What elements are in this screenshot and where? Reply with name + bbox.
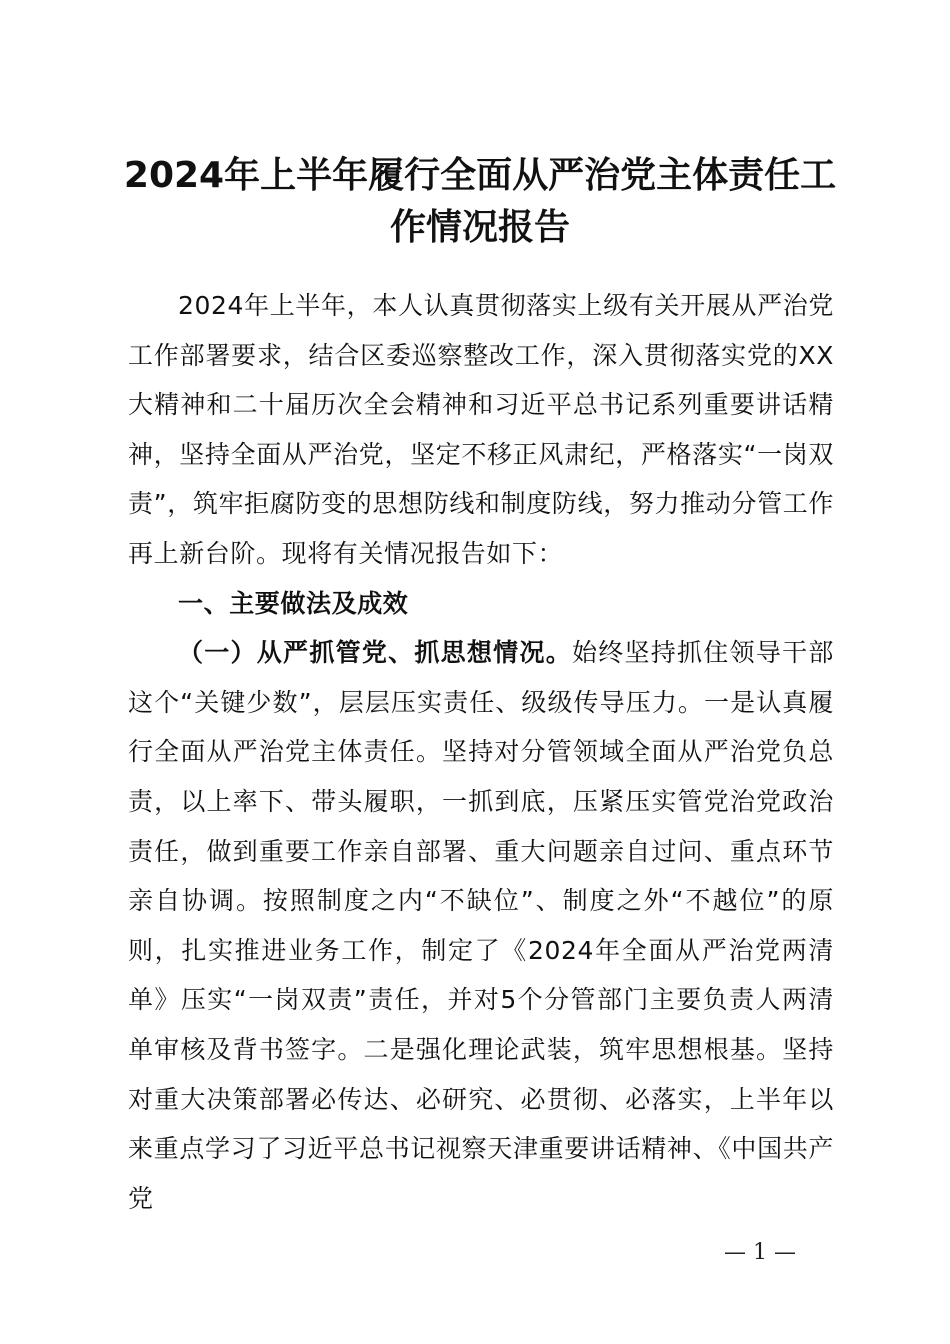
subsection-text: 始终坚持抓住领导干部这个“关键少数”，层层压实责任、级级传导压力。一是认真履行全面从严治党主体责任。坚持对分管领域全面从严治党负总责，以上率下、带头履职，一抓到底，压紧压实管党治党政治责任，做到重要工作亲自部署、重大问题亲自过问、重点环节亲自协调。按照制度之内“不缺位”、制度之外“不越位”的原则，扎实推进业务工作，制定了《2024年全面从严治党两清单》压实“一岗双责”责任，并对5个分管部门主要负责人两清单审核及背书签字。二是强化理论武装，筑牢思想根基。坚持对重大决策部署必传达、必研究、必贯彻、必落实，上半年以来重点学习了习近平总书记视察天津重要讲话精神、《中国共产党 [128, 638, 834, 1213]
document-body [128, 281, 834, 1223]
intro-paragraph: 2024年上半年，本人认真贯彻落实上级有关开展从严治党工作部署要求，结合区委巡察整改工作，深入贯彻落实党的XX大精神和二十届历次全会精神和习近平总书记系列重要讲话精神，坚持全面从严治党，坚定不移正风肃纪，严格落实“一岗双责”，筑牢拒腐防变的思想防线和制度防线，努力推动分管工作再上新台阶。现将有关情况报告如下： [128, 291, 834, 568]
page-number: — 1 — [724, 1240, 796, 1265]
subsection-paragraph [128, 628, 834, 1223]
document-title: 2024年上半年履行全面从严治党主体责任工作情况报告 [123, 155, 837, 248]
subsection-heading: （一）从严抓管党、抓思想情况。 [178, 638, 572, 668]
section-heading: 一、主要做法及成效 [178, 588, 409, 618]
